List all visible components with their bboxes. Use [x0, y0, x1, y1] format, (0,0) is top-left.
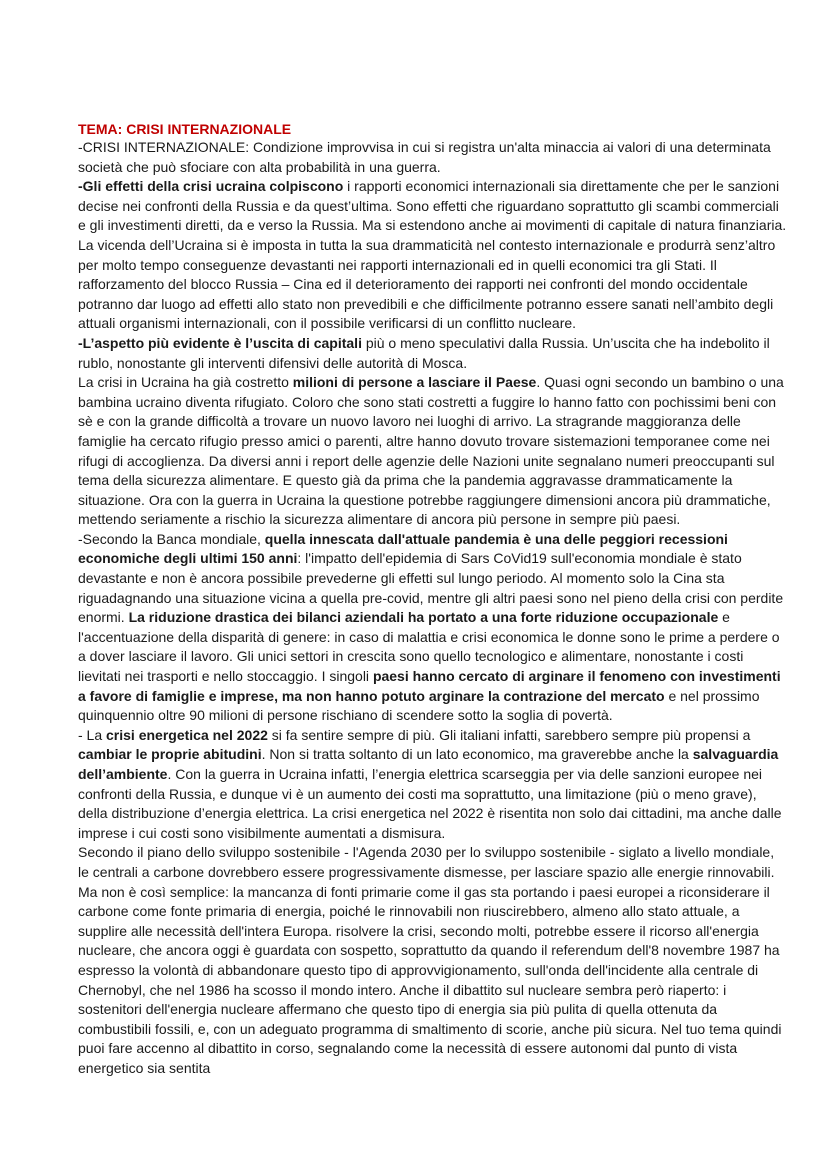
document-body: [78, 138, 788, 1079]
bold-text-run: crisi energetica nel 2022: [106, 726, 268, 743]
text-run: e l'accentuazione della disparità di genere: in caso di malattia e crisi economica le donne sono le prime a perdere o a dover lasciare il lavoro. Gli unici settori in crescita sono quello tecnologico e alimentare, nonostante i costi lievitati nei trasporti e nello stoccaggio. I singoli: [78, 609, 780, 685]
paragraph: [78, 334, 788, 373]
text-run: si fa sentire sempre di più. Gli italiani infatti, sarebbero sempre più propensi a: [267, 726, 751, 743]
bold-text-run: La riduzione drastica dei bilanci aziendali ha portato a una forte riduzione occupazionale: [128, 609, 719, 626]
bold-text-run: milioni di persone a lasciare il Paese: [292, 374, 537, 391]
text-run: e nel prossimo quinquennio oltre 90 milioni di persone rischiano di scendere sotto la soglia di povertà.: [78, 687, 760, 724]
bold-text-run: -Gli effetti della crisi ucraina colpiscono: [78, 178, 344, 195]
text-run: . Quasi ogni secondo un bambino o una bambina ucraino diventa rifugiato. Coloro che sono stati costretti a fuggire lo hanno fatto con pochissimi beni con sè e con la grande difficoltà a trovare un nuovo lavoro nei luoghi di arrivo. La stragrande maggioranza delle famiglie ha cercato rifugio presso amici o parenti, altre hanno dovuto trovare sistemazioni temporanee come nei rifugi di accoglienza. Da diversi anni i report delle agenzie delle Nazioni unite segnalano numeri preoccupanti sul tema della sicurezza alimentare. E questo già da prima che la pandemia aggravasse drammaticamente la situazione. Ora con la guerra in Ucraina la questione potrebbe raggiungere dimensioni ancora più drammatiche, mettendo seriamente a rischio la sicurezza alimentare di ancora più persone in sempre più paesi.: [78, 374, 784, 528]
paragraph: [78, 373, 788, 530]
text-run: i rapporti economici internazionali sia direttamente che per le sanzioni decise nei confronti della Russia e da quest’ultima. Sono effetti che riguardano soprattutto gli scambi commerciali e gli investimenti diretti, da e verso la Russia. Ma si estendono anche ai movimenti di capitale di natura finanziaria. La vicenda dell’Ucraina si è imposta in tutta la sua drammaticità nel contesto internazionale e produrrà senz’altro per molto tempo conseguenze devastanti nei rapporti internazionali ed in quelli economici tra gli Stati. Il rafforzamento del blocco Russia – Cina ed il deterioramento dei rapporti nei confronti del mondo occidentale potranno dar luogo ad effetti allo stato non prevedibili e che difficilmente potranno essere sanati nell’ambito degli attuali organismi internazionali, con il possibile verificarsi di un conflitto nucleare.: [78, 178, 787, 332]
text-run: -Secondo la Banca mondiale,: [78, 530, 265, 547]
text-run: - La: [78, 726, 107, 743]
text-run: : l'impatto dell'epidemia di Sars CoVid19 sull'economia mondiale è stato devastante e non è ancora possibile prevederne gli effetti sul lungo periodo. Al momento solo la Cina sta riguadagnando una situazione vicina a quella pre-covid, mentre gli altri paesi sono nel pieno della crisi con perdite enormi.: [78, 550, 784, 626]
bold-text-run: paesi hanno cercato di arginare il fenomeno con investimenti a favore di famiglie e imprese, ma non hanno potuto arginare la contrazione del mercato: [78, 668, 781, 704]
paragraph: [78, 530, 788, 726]
text-run: più o meno speculativi dalla Russia. Un’uscita che ha indebolito il rublo, nonostante gli interventi difensivi delle autorità di Mosca.: [78, 334, 770, 371]
bold-text-run: cambiar le proprie abitudini: [78, 746, 262, 763]
paragraph: [78, 843, 788, 1078]
bold-text-run: quella innescata dall'attuale pandemia è una delle peggiori recessioni economiche degli ultimi 150 anni: [78, 530, 728, 567]
bold-text-run: -L’aspetto più evidente è l’uscita di capitali: [78, 334, 362, 351]
text-run: Secondo il piano dello sviluppo sostenibile - l'Agenda 2030 per lo sviluppo sostenibile - siglato a livello mondiale, le centrali a carbone dovrebbero essere progressivamente dismesse, per lasciare spazio alle energie rinnovabili. Ma non è così semplice: la mancanza di fonti primarie come il gas sta portando i paesi europei a riconsiderare il carbone come fonte primaria di energia, poiché le rinnovabili non riuscirebbero, almeno allo stato attuale, a supplire alle necessità dell'intera Europa. risolvere la crisi, secondo molti, potrebbe essere il ricorso all'energia nucleare, che ancora oggi è guardata con sospetto, soprattutto da quando il referendum dell'8 novembre 1987 ha espresso la volontà di abbandonare questo tipo di approvvigionamento, sull'onda dell'incidente alla centrale di Chernobyl, che nel 1986 ha scosso il mondo intero. Anche il dibattito sul nucleare sembra però riaperto: i sostenitori dell'energia nucleare affermano che questo tipo di energia sia più pulita di quella ottenuta da combustibili fossili, e, con un adeguato programma di smaltimento di scorie, anche più sicura. Nel tuo tema quindi puoi fare accenno al dibattito in corso, segnalando come la necessità di essere autonomi dal punto di vista energetico sia sentita: [78, 844, 782, 1076]
text-run: -CRISI INTERNAZIONALE: Condizione improvvisa in cui si registra un'alta minaccia ai valori di una determinata società che può sfociare con alta probabilità in una guerra.: [78, 139, 771, 175]
bold-text-run: salvaguardia dell’ambiente: [78, 746, 779, 782]
text-run: La crisi in Ucraina ha già costretto: [78, 374, 293, 391]
paragraph: [78, 726, 788, 844]
text-run: . Non si tratta soltanto di un lato economico, ma graverebbe anche la: [261, 746, 693, 763]
paragraph: [78, 177, 788, 334]
paragraph: [78, 138, 788, 177]
document-title: TEMA: CRISI INTERNAZIONALE: [78, 121, 292, 137]
text-run: . Con la guerra in Ucraina infatti, l’energia elettrica scarseggia per via delle sanzioni europee nei confronti della Russia, e dunque vi è un aumento dei costi ma soprattutto, una limitazione (più o meno grave), della distribuzione d’energia elettrica. La crisi energetica nel 2022 è risentita non solo dai cittadini, ma anche dalle imprese i cui costi sono visibilmente aumentati a dismisura.: [78, 766, 782, 841]
